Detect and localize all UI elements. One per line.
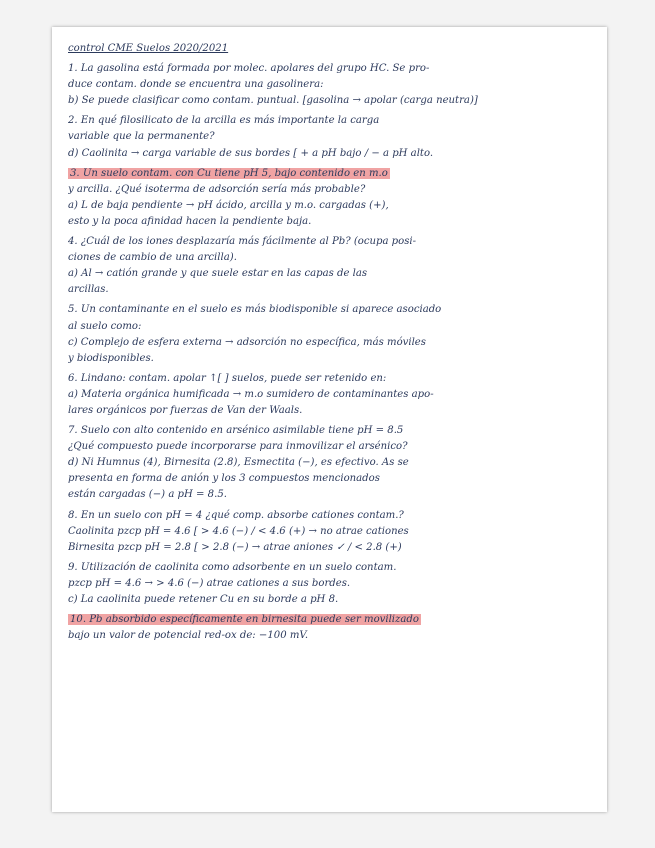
q4-answer-1: a) Al → catión grande y que suele estar en las capas de las — [68, 268, 368, 280]
q10-line-2: bajo un valor de potencial red-ox de: −100 mV. — [68, 630, 309, 642]
q5-answer-2: y biodisponibles. — [68, 352, 154, 364]
q7-answer-3: están cargadas (−) a pH = 8.5. — [68, 489, 227, 501]
handwritten-notes — [68, 41, 593, 644]
q7-line-1: 7. Suelo con alto contenido en arsénico asimilable tiene pH = 8.5 — [68, 425, 404, 437]
q7-answer-1: d) Ni Humnus (4), Birnesita (2.8), Esmectita (−), es efectivo. As se — [68, 457, 409, 469]
q3-line-2: y arcilla. ¿Qué isoterma de adsorción sería más probable? — [68, 183, 366, 195]
q7-answer-2: presenta en forma de anión y los 3 compuestos mencionados — [68, 473, 380, 485]
q1-line-1: 1. La gasolina está formada por molec. apolares del grupo HC. Se pro- — [68, 63, 430, 75]
q4-answer-2: arcillas. — [68, 284, 109, 296]
q6-line-1: 6. Lindano: contam. apolar ↑[ ] suelos, puede ser retenido en: — [68, 372, 387, 384]
q9-answer: c) La caolinita puede retener Cu en su borde a pH 8. — [68, 594, 339, 605]
q4-line-2: ciones de cambio de una arcilla). — [68, 252, 237, 264]
q3-answer-1: a) L de baja pendiente → pH ácido, arcilla y m.o. cargadas (+), — [68, 199, 389, 211]
q5-line-1: 5. Un contaminante en el suelo es más biodisponible si aparece asociado — [68, 304, 442, 316]
q3-answer-2: esto y la poca afinidad hacen la pendiente baja. — [68, 215, 312, 227]
q8-caolinita: Caolinita pzcp pH = 4.6 [ > 4.6 (−) / < 4.6 (+) → no atrae cationes — [68, 525, 409, 537]
highlight-marker: 10. Pb absorbido específicamente en birnesita puede ser movilizado — [70, 614, 419, 626]
q1-line-2: duce contam. donde se encuentra una gasolinera: — [68, 79, 324, 91]
highlight-marker: 3. Un suelo contam. con Cu tiene pH 5, bajo contenido en m.o — [70, 167, 388, 179]
q8-line-1: 8. En un suelo con pH = 4 ¿qué comp. absorbe cationes contam.? — [68, 509, 404, 521]
q7-line-2: ¿Qué compuesto puede incorporarse para inmovilizar el arsénico? — [68, 441, 408, 453]
q6-answer-1: a) Materia orgánica humificada → m.o sumidero de contaminantes apo- — [68, 388, 434, 400]
q1-answer: b) Se puede clasificar como contam. puntual. [gasolina → apolar (carga neutra)] — [68, 95, 478, 107]
q10-line-1 — [68, 612, 593, 628]
q9-line-1: 9. Utilización de caolinita como adsorbente en un suelo contam. — [68, 561, 397, 573]
q3-line-1 — [68, 166, 593, 182]
q6-answer-2: lares orgánicos por fuerzas de Van der Waals. — [68, 404, 303, 416]
paper-sheet — [52, 27, 607, 812]
q2-line-1: 2. En qué filosilicato de la arcilla es más importante la carga — [68, 115, 380, 127]
q5-answer-1: c) Complejo de esfera externa → adsorción no específica, más móviles — [68, 336, 426, 348]
document-title: control CME Suelos 2020/2021 — [68, 43, 229, 54]
q5-line-2: al suelo como: — [68, 320, 142, 332]
q2-answer: d) Caolinita → carga variable de sus bordes [ + a pH bajo / − a pH alto. — [68, 147, 434, 159]
q2-line-2: variable que la permanente? — [68, 131, 215, 143]
q9-line-2: pzcp pH = 4.6 → > 4.6 (−) atrae cationes a sus bordes. — [68, 577, 351, 589]
q8-birnesita: Birnesita pzcp pH = 2.8 [ > 2.8 (−) → atrae aniones ✓ / < 2.8 (+) — [68, 541, 402, 553]
q4-line-1: 4. ¿Cuál de los iones desplazaría más fácilmente al Pb? (ocupa posi- — [68, 236, 417, 248]
